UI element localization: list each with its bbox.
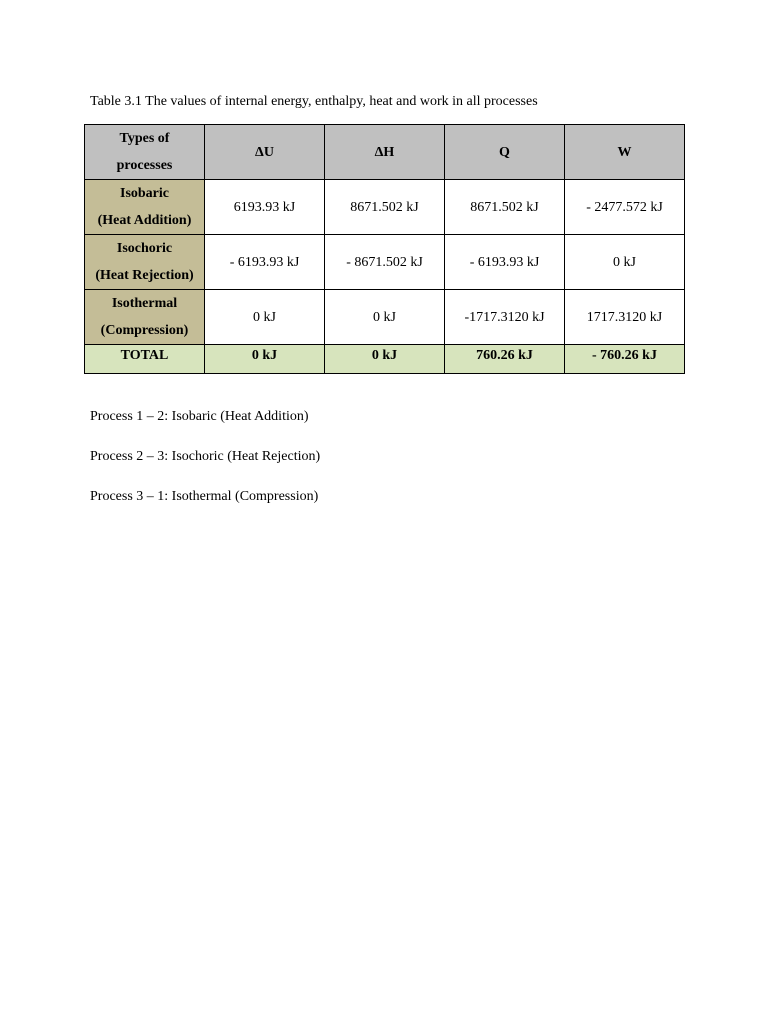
total-w: - 760.26 kJ: [565, 345, 685, 374]
cell-q: - 6193.93 kJ: [445, 235, 565, 290]
table-row-isochoric: [85, 235, 685, 290]
table-header-row: [85, 125, 685, 180]
row-label-line-2: (Compression): [100, 323, 189, 338]
row-label-line-2: (Heat Rejection): [95, 268, 194, 283]
cell-w: - 2477.572 kJ: [565, 180, 685, 235]
process-3-1-text: Process 3 – 1: Isothermal (Compression): [90, 489, 319, 504]
table-caption: Table 3.1 The values of internal energy, enthalpy, heat and work in all processes: [90, 94, 538, 109]
cell-w: 0 kJ: [565, 235, 685, 290]
row-label-line-1: Isothermal: [111, 296, 178, 311]
total-dh: 0 kJ: [325, 345, 445, 374]
cell-du: 0 kJ: [205, 290, 325, 345]
cell-du: - 6193.93 kJ: [205, 235, 325, 290]
row-label-line-2: (Heat Addition): [97, 213, 192, 228]
row-label-line-1: Isochoric: [116, 241, 173, 256]
header-types-line-2: processes: [116, 158, 173, 173]
row-label-line-1: Isobaric: [120, 186, 169, 201]
header-delta-u: ΔU: [205, 125, 325, 180]
cell-dh: - 8671.502 kJ: [325, 235, 445, 290]
total-du: 0 kJ: [205, 345, 325, 374]
row-label-isochoric: [85, 235, 205, 290]
header-delta-h: ΔH: [325, 125, 445, 180]
header-w: W: [565, 125, 685, 180]
cell-du: 6193.93 kJ: [205, 180, 325, 235]
header-types-line-1: Types of: [119, 131, 170, 146]
cell-q: 8671.502 kJ: [445, 180, 565, 235]
row-label-isobaric: [85, 180, 205, 235]
cell-dh: 8671.502 kJ: [325, 180, 445, 235]
row-label-isothermal: [85, 290, 205, 345]
total-q: 760.26 kJ: [445, 345, 565, 374]
table-row-isothermal: [85, 290, 685, 345]
cell-q: -1717.3120 kJ: [445, 290, 565, 345]
header-q: Q: [445, 125, 565, 180]
total-label: TOTAL: [85, 345, 205, 374]
process-1-2-text: Process 1 – 2: Isobaric (Heat Addition): [90, 409, 309, 424]
cell-dh: 0 kJ: [325, 290, 445, 345]
process-2-3-text: Process 2 – 3: Isochoric (Heat Rejection): [90, 449, 321, 464]
cell-w: 1717.3120 kJ: [565, 290, 685, 345]
process-values-table: [84, 124, 685, 374]
header-types-of-processes: [85, 125, 205, 180]
table-row-total: [85, 345, 685, 374]
table-row-isobaric: [85, 180, 685, 235]
